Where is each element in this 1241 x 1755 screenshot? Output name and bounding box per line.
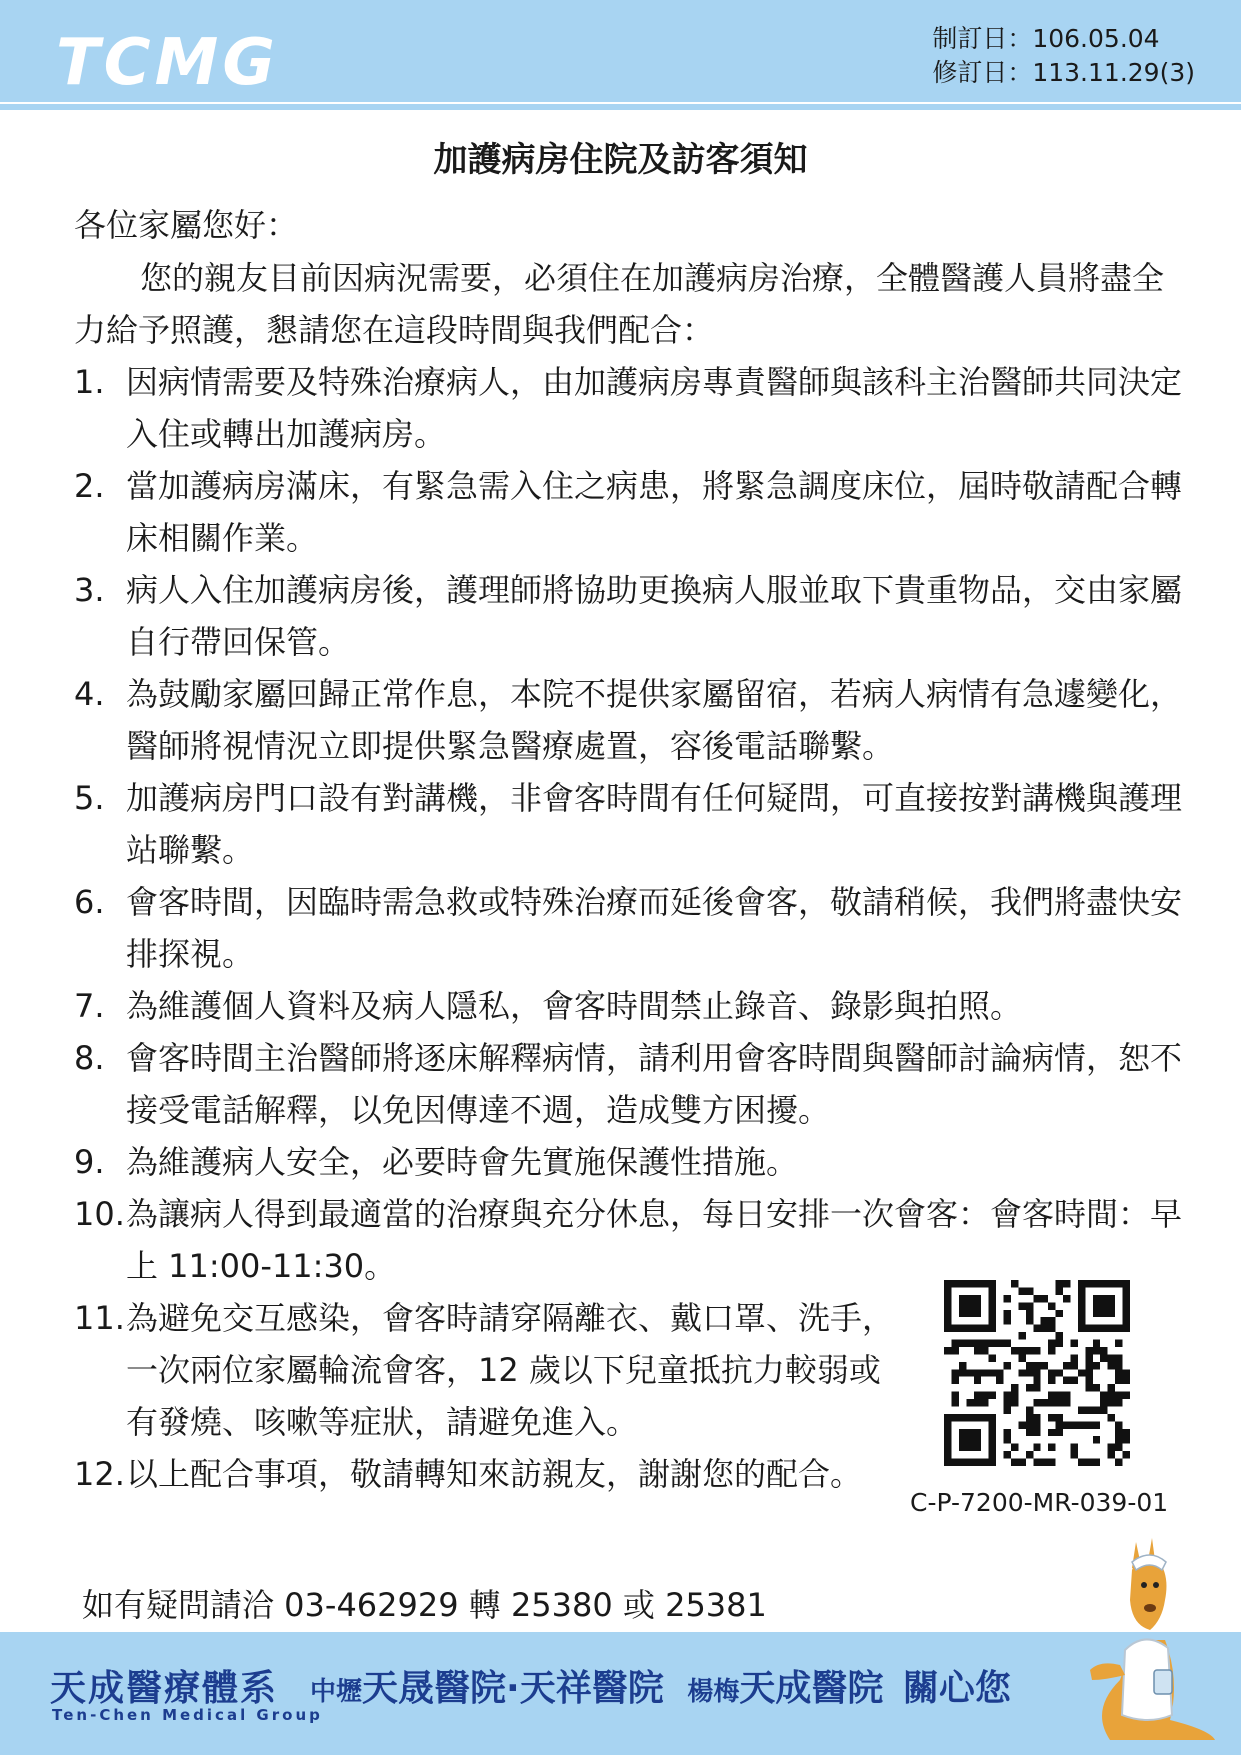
- rule-text: 為避免交互感染，會客時請穿隔離衣、戴口罩、洗手，一次兩位家屬輪流會客，12 歲以下兒童抵抗力較弱或有發燒、咳嗽等症狀，請避免進入。: [126, 1299, 895, 1441]
- rule-number: 5.: [74, 779, 105, 817]
- hospital-slogan: [310, 1660, 1011, 1711]
- hospital-tiansheng: 天晟醫院: [362, 1668, 507, 1709]
- rule-number: 3.: [74, 571, 105, 609]
- rule-number: 11.: [74, 1299, 125, 1337]
- header-divider: [0, 104, 1241, 110]
- tcmg-logo: TCMG: [56, 26, 279, 100]
- rule-number: 12.: [74, 1455, 125, 1493]
- created-date: 制訂日：106.05.04: [932, 24, 1160, 53]
- rule-item: [74, 980, 1184, 1032]
- rule-number: 10.: [74, 1195, 125, 1233]
- rule-text: 會客時間主治醫師將逐床解釋病情，請利用會客時間與醫師討論病情，恕不接受電話解釋，以免因傳達不週，造成雙方困擾。: [126, 1039, 1183, 1129]
- rule-text: 病人入住加護病房後，護理師將協助更換病人服並取下貴重物品，交由家屬自行帶回保管。: [126, 571, 1183, 661]
- page-title: 加護病房住院及訪客須知: [433, 140, 808, 180]
- group-name-en: Ten-Chen Medical Group: [52, 1706, 323, 1724]
- contact-info: 如有疑問請洽 03-462929 轉 25380 或 25381: [82, 1586, 767, 1624]
- separator-dot: ·: [506, 1668, 520, 1709]
- rule-number: 6.: [74, 883, 105, 921]
- rule-number: 2.: [74, 467, 105, 505]
- intro-paragraph: 您的親友目前因病況需要，必須住在加護病房治療，全體醫護人員將盡全力給予照護，懇請您在這段時間與我們配合：: [74, 259, 1165, 349]
- rule-item: [74, 876, 1184, 980]
- rule-item: [74, 1136, 1184, 1188]
- rule-number: 7.: [74, 987, 105, 1025]
- rule-number: 8.: [74, 1039, 105, 1077]
- rule-text: 為維護病人安全，必要時會先實施保護性措施。: [126, 1143, 799, 1181]
- kangaroo-doctor-mascot-icon: [1070, 1530, 1220, 1750]
- rule-text: 因病情需要及特殊治療病人，由加護病房專責醫師與該科主治醫師共同決定入住或轉出加護病房。: [126, 363, 1183, 453]
- rule-text: 當加護病房滿床，有緊急需入住之病患，將緊急調度床位，屆時敬請配合轉床相關作業。: [126, 467, 1183, 557]
- location-zhongli: 中壢: [310, 1677, 363, 1707]
- tagline: 關心您: [902, 1668, 1011, 1709]
- rule-text: 為鼓勵家屬回歸正常作息，本院不提供家屬留宿，若病人病情有急遽變化，醫師將視情況立即提供緊急醫療處置，容後電話聯繫。: [126, 675, 1183, 765]
- group-name: 天成醫療體系: [50, 1668, 279, 1709]
- revised-date: 修訂日：113.11.29(3): [932, 58, 1195, 87]
- rule-text: 為維護個人資料及病人隱私，會客時間禁止錄音、錄影與拍照。: [126, 987, 1023, 1025]
- rule-text: 加護病房門口設有對講機，非會客時間有任何疑問，可直接按對講機與護理站聯繫。: [126, 779, 1183, 869]
- location-yangmei: 楊梅: [687, 1677, 740, 1707]
- rule-text: 以上配合事項，敬請轉知來訪親友，謝謝您的配合。: [126, 1455, 863, 1493]
- hospital-tianxiang: 天祥醫院: [519, 1668, 664, 1709]
- greeting: 各位家屬您好：: [74, 206, 299, 244]
- rule-item: [74, 1188, 1184, 1292]
- document-code: C-P-7200-MR-039-01: [910, 1488, 1169, 1517]
- rule-item: [74, 668, 1184, 772]
- rule-item: [74, 460, 1184, 564]
- rule-number: 9.: [74, 1143, 105, 1181]
- rule-number: 4.: [74, 675, 105, 713]
- rule-item: [74, 1032, 1184, 1136]
- rule-text: 會客時間，因臨時需急救或特殊治療而延後會客，敬請稍候，我們將盡快安排探視。: [126, 883, 1183, 973]
- rule-item: [74, 356, 1184, 460]
- rule-text: 為讓病人得到最適當的治療與充分休息，每日安排一次會客：會客時間：早上 11:00-11:30。: [126, 1195, 1183, 1285]
- hospital-tiancheng: 天成醫院: [739, 1668, 884, 1709]
- document-dates: [932, 22, 1195, 90]
- rule-item: [74, 564, 1184, 668]
- rule-item: [74, 772, 1184, 876]
- rule-number: 1.: [74, 363, 105, 401]
- qr-code[interactable]: [944, 1280, 1130, 1466]
